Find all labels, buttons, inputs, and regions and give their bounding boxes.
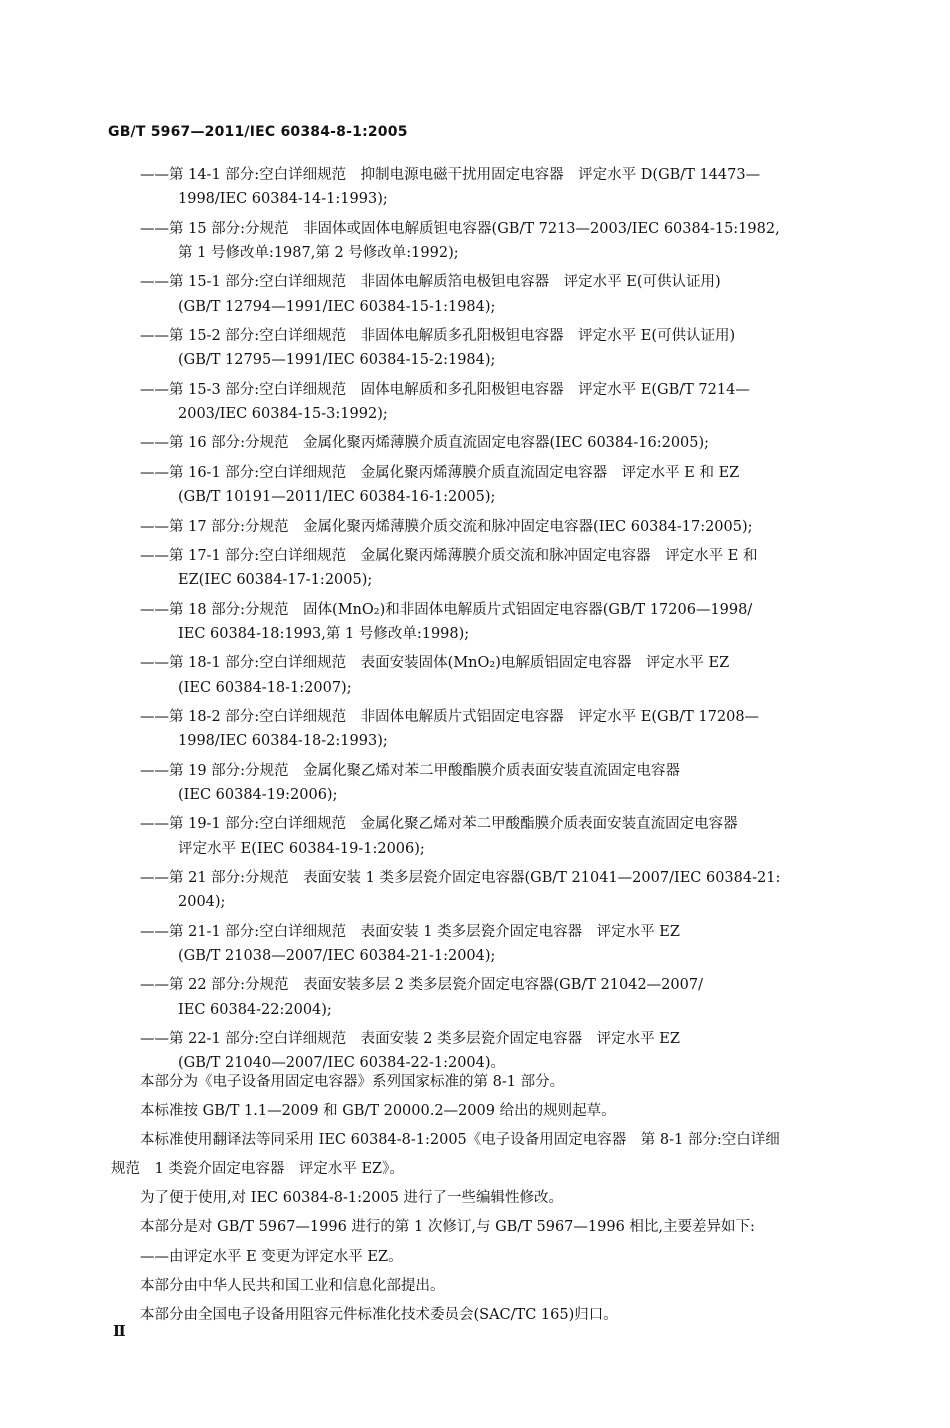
list-item-continuation: 1998/IEC 60384-14-1:1993);	[178, 191, 388, 208]
list-item-line: ——第 21 部分:分规范 表面安装 1 类多层瓷介固定电容器(GB/T 21041—2007/IEC 60384-21:	[140, 870, 781, 887]
paragraph: 本部分由全国电子设备用阻容元件标准化技术委员会(SAC/TC 165)归口。	[140, 1306, 618, 1323]
paragraph: 本部分为《电子设备用固定电容器》系列国家标准的第 8-1 部分。	[140, 1074, 565, 1090]
list-item-line: ——第 15-1 部分:空白详细规范 非固体电解质箔电极钽电容器 评定水平 E(可供认证用)	[140, 274, 721, 291]
list-item	[0, 461, 950, 509]
list-item-continuation: IEC 60384-18:1993,第 1 号修改单:1998);	[178, 625, 470, 642]
list-item	[0, 920, 950, 968]
list-item-line: ——第 19-1 部分:空白详细规范 金属化聚乙烯对苯二甲酸酯膜介质表面安装直流固定电容器	[140, 816, 738, 833]
list-item	[0, 163, 950, 211]
list-item-continuation: 评定水平 E(IEC 60384-19-1:2006);	[178, 840, 425, 857]
list-item-line: ——第 18-2 部分:空白详细规范 非固体电解质片式铝固定电容器 评定水平 E(GB/T 17208—	[140, 709, 760, 726]
list-item	[0, 544, 950, 592]
paragraph: 为了便于使用,对 IEC 60384-8-1:2005 进行了一些编辑性修改。	[140, 1190, 564, 1207]
list-item-continuation: 第 1 号修改单:1987,第 2 号修改单:1992);	[178, 244, 459, 261]
list-item-continuation: 2004);	[178, 894, 226, 911]
paragraph: 规范 1 类瓷介固定电容器 评定水平 EZ》。	[111, 1161, 404, 1178]
list-item	[0, 1027, 950, 1075]
part-list	[0, 163, 950, 1081]
list-item-continuation: (GB/T 21038—2007/IEC 60384-21-1:2004);	[178, 947, 496, 964]
page-number: Ⅱ	[113, 1322, 125, 1340]
list-item-line: ——第 17-1 部分:空白详细规范 金属化聚丙烯薄膜介质交流和脉冲固定电容器 评定水平 E 和	[140, 548, 758, 564]
list-item-line: ——第 15-2 部分:空白详细规范 非固体电解质多孔阳极钽电容器 评定水平 E(可供认证用)	[140, 328, 736, 345]
list-item-line: ——第 17 部分:分规范 金属化聚丙烯薄膜介质交流和脉冲固定电容器(IEC 60384-17:2005);	[140, 518, 753, 535]
list-item-continuation: (GB/T 12795—1991/IEC 60384-15-2:1984);	[178, 352, 496, 369]
list-item-line: ——第 22-1 部分:空白详细规范 表面安装 2 类多层瓷介固定电容器 评定水平 EZ	[140, 1031, 680, 1048]
list-item	[0, 378, 950, 426]
standard-code-header: GB/T 5967—2011/IEC 60384-8-1:2005	[108, 124, 408, 140]
paragraph: 本标准按 GB/T 1.1—2009 和 GB/T 20000.2—2009 给出的规则起草。	[140, 1103, 616, 1120]
list-item	[0, 515, 950, 539]
list-item-continuation: EZ(IEC 60384-17-1:2005);	[178, 572, 373, 589]
list-item	[0, 651, 950, 699]
list-item-continuation: 2003/IEC 60384-15-3:1992);	[178, 405, 388, 422]
list-item	[0, 270, 950, 318]
list-item-line: ——第 16 部分:分规范 金属化聚丙烯薄膜介质直流固定电容器(IEC 60384-16:2005);	[140, 435, 710, 452]
paragraph: 本部分是对 GB/T 5967—1996 进行的第 1 次修订,与 GB/T 5967—1996 相比,主要差异如下:	[140, 1219, 755, 1236]
list-item-continuation: 1998/IEC 60384-18-2:1993);	[178, 733, 388, 750]
paragraph: 本标准使用翻译法等同采用 IEC 60384-8-1:2005《电子设备用固定电容器 第 8-1 部分:空白详细	[140, 1132, 780, 1149]
list-item-line: ——第 14-1 部分:空白详细规范 抑制电源电磁干扰用固定电容器 评定水平 D(GB/T 14473—	[140, 167, 761, 183]
list-item-line: ——第 15-3 部分:空白详细规范 固体电解质和多孔阳极钽电容器 评定水平 E(GB/T 7214—	[140, 381, 750, 398]
list-item	[0, 324, 950, 372]
paragraph: 本部分由中华人民共和国工业和信息化部提出。	[140, 1277, 445, 1294]
list-item-line: ——第 16-1 部分:空白详细规范 金属化聚丙烯薄膜介质直流固定电容器 评定水平 E 和 EZ	[140, 464, 740, 481]
list-item-continuation: (GB/T 21040—2007/IEC 60384-22-1:2004)。	[178, 1055, 506, 1072]
list-item	[0, 217, 950, 265]
list-item-line: ——第 15 部分:分规范 非固体或固体电解质钽电容器(GB/T 7213—2003/IEC 60384-15:1982,	[140, 220, 780, 237]
list-item-continuation: (IEC 60384-19:2006);	[178, 786, 338, 803]
list-item	[0, 705, 950, 753]
list-item	[0, 759, 950, 807]
list-item-continuation: (IEC 60384-18-1:2007);	[178, 679, 352, 696]
list-item	[0, 598, 950, 646]
list-item-line: ——第 18 部分:分规范 固体(MnO₂)和非固体电解质片式铝固定电容器(GB/T 17206—1998/	[140, 601, 753, 618]
list-item-continuation: IEC 60384-22:2004);	[178, 1001, 332, 1018]
paragraph: ——由评定水平 E 变更为评定水平 EZ。	[140, 1248, 403, 1265]
list-item-line: ——第 22 部分:分规范 表面安装多层 2 类多层瓷介固定电容器(GB/T 21042—2007/	[140, 977, 703, 994]
list-item-line: ——第 19 部分:分规范 金属化聚乙烯对苯二甲酸酯膜介质表面安装直流固定电容器	[140, 762, 681, 779]
list-item	[0, 866, 950, 914]
list-item	[0, 431, 950, 455]
list-item-continuation: (GB/T 12794—1991/IEC 60384-15-1:1984);	[178, 298, 496, 315]
list-item-line: ——第 21-1 部分:空白详细规范 表面安装 1 类多层瓷介固定电容器 评定水平 EZ	[140, 923, 680, 940]
list-item-line: ——第 18-1 部分:空白详细规范 表面安装固体(MnO₂)电解质铝固定电容器 评定水平 EZ	[140, 655, 730, 672]
list-item-continuation: (GB/T 10191—2011/IEC 60384-16-1:2005);	[178, 489, 496, 506]
list-item	[0, 973, 950, 1021]
list-item	[0, 812, 950, 860]
foreword-paragraphs	[0, 1070, 950, 1332]
